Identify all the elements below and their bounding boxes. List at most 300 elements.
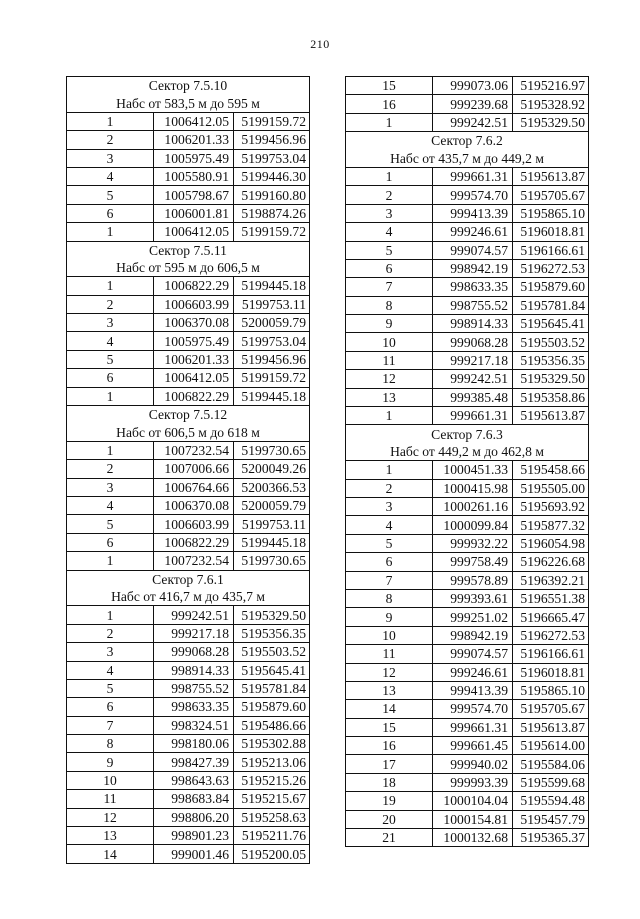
y-coordinate: 5195329.50 bbox=[234, 606, 310, 624]
x-coordinate: 999246.61 bbox=[433, 663, 513, 681]
table-row bbox=[346, 755, 589, 773]
x-coordinate: 998324.51 bbox=[154, 716, 234, 734]
sector-title-row bbox=[67, 77, 310, 95]
x-coordinate: 1007006.66 bbox=[154, 460, 234, 478]
x-coordinate: 998633.35 bbox=[433, 278, 513, 296]
x-coordinate: 999074.57 bbox=[433, 241, 513, 259]
x-coordinate: 999239.68 bbox=[433, 95, 513, 113]
point-number: 9 bbox=[67, 753, 154, 771]
x-coordinate: 999068.28 bbox=[154, 643, 234, 661]
x-coordinate: 999385.48 bbox=[433, 388, 513, 406]
x-coordinate: 999578.89 bbox=[433, 571, 513, 589]
table-row bbox=[346, 553, 589, 571]
table-row bbox=[67, 332, 310, 350]
table-row bbox=[67, 643, 310, 661]
table-row bbox=[67, 753, 310, 771]
x-coordinate: 999246.61 bbox=[433, 223, 513, 241]
table-row bbox=[67, 808, 310, 826]
y-coordinate: 5195365.37 bbox=[513, 829, 589, 847]
point-number: 13 bbox=[67, 827, 154, 845]
point-number: 3 bbox=[346, 497, 433, 515]
table-row bbox=[346, 534, 589, 552]
x-coordinate: 1005975.49 bbox=[154, 332, 234, 350]
point-number: 2 bbox=[67, 131, 154, 149]
table-row bbox=[67, 167, 310, 185]
table-row bbox=[67, 735, 310, 753]
table-row bbox=[67, 277, 310, 295]
y-coordinate: 5196018.81 bbox=[513, 663, 589, 681]
y-coordinate: 5199730.65 bbox=[234, 441, 310, 459]
point-number: 8 bbox=[67, 735, 154, 753]
y-coordinate: 5195865.10 bbox=[513, 204, 589, 222]
point-number: 14 bbox=[346, 700, 433, 718]
sector-range-row bbox=[67, 588, 310, 606]
x-coordinate: 999413.39 bbox=[433, 204, 513, 222]
table-row bbox=[67, 533, 310, 551]
point-number: 9 bbox=[346, 315, 433, 333]
x-coordinate: 1000154.81 bbox=[433, 810, 513, 828]
sector-range: Набс от 449,2 м до 462,8 м bbox=[346, 443, 589, 461]
table-row bbox=[346, 113, 589, 131]
x-coordinate: 1006764.66 bbox=[154, 478, 234, 496]
y-coordinate: 5195865.10 bbox=[513, 681, 589, 699]
coordinates-table-right bbox=[345, 76, 589, 847]
x-coordinate: 999217.18 bbox=[433, 351, 513, 369]
point-number: 18 bbox=[346, 773, 433, 791]
point-number: 11 bbox=[346, 351, 433, 369]
point-number: 8 bbox=[346, 589, 433, 607]
point-number: 5 bbox=[346, 241, 433, 259]
table-row bbox=[346, 645, 589, 663]
x-coordinate: 1006201.33 bbox=[154, 131, 234, 149]
x-coordinate: 998942.19 bbox=[433, 259, 513, 277]
table-row bbox=[346, 77, 589, 95]
x-coordinate: 1006822.29 bbox=[154, 533, 234, 551]
table-row bbox=[346, 223, 589, 241]
x-coordinate: 1006412.05 bbox=[154, 223, 234, 241]
point-number: 6 bbox=[67, 369, 154, 387]
point-number: 9 bbox=[346, 608, 433, 626]
point-number: 2 bbox=[346, 479, 433, 497]
y-coordinate: 5199445.18 bbox=[234, 277, 310, 295]
point-number: 4 bbox=[346, 516, 433, 534]
x-coordinate: 1006603.99 bbox=[154, 515, 234, 533]
x-coordinate: 1000261.16 bbox=[433, 497, 513, 515]
y-coordinate: 5195705.67 bbox=[513, 700, 589, 718]
table-row bbox=[346, 388, 589, 406]
y-coordinate: 5195356.35 bbox=[234, 624, 310, 642]
table-row bbox=[67, 149, 310, 167]
point-number: 5 bbox=[67, 515, 154, 533]
y-coordinate: 5199456.96 bbox=[234, 131, 310, 149]
table-row bbox=[67, 790, 310, 808]
point-number: 5 bbox=[67, 679, 154, 697]
y-coordinate: 5199445.18 bbox=[234, 387, 310, 405]
x-coordinate: 998427.39 bbox=[154, 753, 234, 771]
sector-range-row bbox=[346, 443, 589, 461]
y-coordinate: 5199753.04 bbox=[234, 149, 310, 167]
point-number: 14 bbox=[67, 845, 154, 863]
point-number: 3 bbox=[67, 478, 154, 496]
point-number: 2 bbox=[67, 295, 154, 313]
sector-range-row bbox=[346, 150, 589, 168]
x-coordinate: 998755.52 bbox=[154, 679, 234, 697]
table-row bbox=[67, 606, 310, 624]
point-number: 1 bbox=[67, 441, 154, 459]
table-body-right bbox=[346, 77, 589, 847]
y-coordinate: 5199159.72 bbox=[234, 112, 310, 130]
x-coordinate: 1006822.29 bbox=[154, 277, 234, 295]
x-coordinate: 999574.70 bbox=[433, 700, 513, 718]
point-number: 4 bbox=[67, 167, 154, 185]
x-coordinate: 998914.33 bbox=[433, 315, 513, 333]
table-row bbox=[346, 186, 589, 204]
point-number: 8 bbox=[346, 296, 433, 314]
table-row bbox=[346, 259, 589, 277]
table-row bbox=[67, 350, 310, 368]
point-number: 16 bbox=[346, 737, 433, 755]
table-row bbox=[67, 369, 310, 387]
x-coordinate: 1000099.84 bbox=[433, 516, 513, 534]
sector-title-row bbox=[346, 425, 589, 443]
y-coordinate: 5195503.52 bbox=[234, 643, 310, 661]
sector-range: Набс от 583,5 м до 595 м bbox=[67, 94, 310, 112]
x-coordinate: 1000415.98 bbox=[433, 479, 513, 497]
table-row bbox=[67, 223, 310, 241]
y-coordinate: 5195645.41 bbox=[234, 661, 310, 679]
y-coordinate: 5195594.48 bbox=[513, 792, 589, 810]
x-coordinate: 999217.18 bbox=[154, 624, 234, 642]
sector-title: Сектор 7.6.3 bbox=[346, 425, 589, 443]
table-row bbox=[346, 204, 589, 222]
point-number: 4 bbox=[346, 223, 433, 241]
x-coordinate: 999073.06 bbox=[433, 77, 513, 95]
point-number: 15 bbox=[346, 77, 433, 95]
table-row bbox=[67, 698, 310, 716]
x-coordinate: 1006412.05 bbox=[154, 112, 234, 130]
point-number: 1 bbox=[346, 113, 433, 131]
y-coordinate: 5200366.53 bbox=[234, 478, 310, 496]
y-coordinate: 5195215.67 bbox=[234, 790, 310, 808]
y-coordinate: 5200059.79 bbox=[234, 496, 310, 514]
sector-range: Набс от 595 м до 606,5 м bbox=[67, 259, 310, 277]
x-coordinate: 998633.35 bbox=[154, 698, 234, 716]
y-coordinate: 5195584.06 bbox=[513, 755, 589, 773]
point-number: 5 bbox=[67, 186, 154, 204]
point-number: 19 bbox=[346, 792, 433, 810]
sector-title: Сектор 7.5.10 bbox=[67, 77, 310, 95]
x-coordinate: 998180.06 bbox=[154, 735, 234, 753]
y-coordinate: 5195302.88 bbox=[234, 735, 310, 753]
table-row bbox=[67, 460, 310, 478]
y-coordinate: 5199730.65 bbox=[234, 552, 310, 570]
y-coordinate: 5199753.04 bbox=[234, 332, 310, 350]
point-number: 10 bbox=[67, 771, 154, 789]
table-row bbox=[346, 608, 589, 626]
point-number: 20 bbox=[346, 810, 433, 828]
y-coordinate: 5195614.00 bbox=[513, 737, 589, 755]
y-coordinate: 5199159.72 bbox=[234, 223, 310, 241]
point-number: 2 bbox=[67, 460, 154, 478]
point-number: 21 bbox=[346, 829, 433, 847]
x-coordinate: 999940.02 bbox=[433, 755, 513, 773]
point-number: 1 bbox=[67, 606, 154, 624]
x-coordinate: 999001.46 bbox=[154, 845, 234, 863]
table-row bbox=[346, 461, 589, 479]
x-coordinate: 998914.33 bbox=[154, 661, 234, 679]
table-row bbox=[67, 716, 310, 734]
point-number: 13 bbox=[346, 388, 433, 406]
table-row bbox=[346, 792, 589, 810]
table-row bbox=[67, 845, 310, 863]
table-row bbox=[346, 296, 589, 314]
y-coordinate: 5196272.53 bbox=[513, 259, 589, 277]
x-coordinate: 999393.61 bbox=[433, 589, 513, 607]
y-coordinate: 5195613.87 bbox=[513, 167, 589, 185]
x-coordinate: 1006412.05 bbox=[154, 369, 234, 387]
y-coordinate: 5195503.52 bbox=[513, 333, 589, 351]
table-row bbox=[67, 624, 310, 642]
y-coordinate: 5195879.60 bbox=[234, 698, 310, 716]
point-number: 4 bbox=[67, 496, 154, 514]
point-number: 3 bbox=[67, 314, 154, 332]
sector-title: Сектор 7.6.1 bbox=[67, 570, 310, 588]
table-row bbox=[67, 314, 310, 332]
table-row bbox=[67, 204, 310, 222]
point-number: 17 bbox=[346, 755, 433, 773]
table-row bbox=[346, 718, 589, 736]
point-number: 5 bbox=[346, 534, 433, 552]
y-coordinate: 5199160.80 bbox=[234, 186, 310, 204]
x-coordinate: 998901.23 bbox=[154, 827, 234, 845]
x-coordinate: 999413.39 bbox=[433, 681, 513, 699]
x-coordinate: 1006603.99 bbox=[154, 295, 234, 313]
point-number: 1 bbox=[67, 387, 154, 405]
y-coordinate: 5199753.11 bbox=[234, 295, 310, 313]
table-row bbox=[346, 681, 589, 699]
x-coordinate: 1000451.33 bbox=[433, 461, 513, 479]
sector-title: Сектор 7.6.2 bbox=[346, 132, 589, 150]
x-coordinate: 999574.70 bbox=[433, 186, 513, 204]
sector-range-row bbox=[67, 423, 310, 441]
y-coordinate: 5195613.87 bbox=[513, 718, 589, 736]
point-number: 10 bbox=[346, 333, 433, 351]
y-coordinate: 5195200.05 bbox=[234, 845, 310, 863]
sector-range: Набс от 416,7 м до 435,7 м bbox=[67, 588, 310, 606]
y-coordinate: 5195645.41 bbox=[513, 315, 589, 333]
x-coordinate: 998755.52 bbox=[433, 296, 513, 314]
point-number: 5 bbox=[67, 350, 154, 368]
point-number: 6 bbox=[67, 204, 154, 222]
point-number: 1 bbox=[346, 407, 433, 425]
sector-title-row bbox=[67, 241, 310, 259]
y-coordinate: 5199456.96 bbox=[234, 350, 310, 368]
table-row bbox=[67, 186, 310, 204]
point-number: 15 bbox=[346, 718, 433, 736]
sector-range: Набс от 606,5 м до 618 м bbox=[67, 423, 310, 441]
point-number: 12 bbox=[67, 808, 154, 826]
table-row bbox=[346, 571, 589, 589]
coordinates-table-left bbox=[66, 76, 310, 864]
x-coordinate: 999242.51 bbox=[433, 113, 513, 131]
x-coordinate: 998643.63 bbox=[154, 771, 234, 789]
x-coordinate: 999242.51 bbox=[154, 606, 234, 624]
point-number: 11 bbox=[67, 790, 154, 808]
y-coordinate: 5195693.92 bbox=[513, 497, 589, 515]
sector-title-row bbox=[67, 570, 310, 588]
x-coordinate: 1007232.54 bbox=[154, 552, 234, 570]
y-coordinate: 5195781.84 bbox=[513, 296, 589, 314]
y-coordinate: 5195216.97 bbox=[513, 77, 589, 95]
y-coordinate: 5195505.00 bbox=[513, 479, 589, 497]
y-coordinate: 5195613.87 bbox=[513, 407, 589, 425]
point-number: 6 bbox=[346, 259, 433, 277]
y-coordinate: 5195879.60 bbox=[513, 278, 589, 296]
x-coordinate: 999242.51 bbox=[433, 370, 513, 388]
x-coordinate: 999661.31 bbox=[433, 167, 513, 185]
x-coordinate: 1006822.29 bbox=[154, 387, 234, 405]
x-coordinate: 1000132.68 bbox=[433, 829, 513, 847]
table-row bbox=[346, 626, 589, 644]
table-row bbox=[346, 589, 589, 607]
table-row bbox=[67, 771, 310, 789]
table-row bbox=[67, 131, 310, 149]
table-row bbox=[346, 737, 589, 755]
x-coordinate: 998942.19 bbox=[433, 626, 513, 644]
point-number: 1 bbox=[67, 277, 154, 295]
table-row bbox=[67, 679, 310, 697]
x-coordinate: 999068.28 bbox=[433, 333, 513, 351]
table-row bbox=[67, 478, 310, 496]
point-number: 1 bbox=[346, 461, 433, 479]
y-coordinate: 5195329.50 bbox=[513, 113, 589, 131]
table-row bbox=[67, 295, 310, 313]
table-row bbox=[67, 441, 310, 459]
point-number: 3 bbox=[346, 204, 433, 222]
point-number: 12 bbox=[346, 370, 433, 388]
point-number: 4 bbox=[67, 661, 154, 679]
y-coordinate: 5195599.68 bbox=[513, 773, 589, 791]
y-coordinate: 5195458.66 bbox=[513, 461, 589, 479]
page-number: 210 bbox=[310, 37, 330, 51]
table-row bbox=[346, 167, 589, 185]
table-row bbox=[67, 496, 310, 514]
table-row bbox=[346, 407, 589, 425]
table-row bbox=[67, 112, 310, 130]
table-row bbox=[346, 315, 589, 333]
point-number: 7 bbox=[346, 571, 433, 589]
point-number: 3 bbox=[67, 643, 154, 661]
y-coordinate: 5195705.67 bbox=[513, 186, 589, 204]
table-row bbox=[346, 351, 589, 369]
table-row bbox=[346, 497, 589, 515]
table-row bbox=[346, 516, 589, 534]
y-coordinate: 5195877.32 bbox=[513, 516, 589, 534]
x-coordinate: 999074.57 bbox=[433, 645, 513, 663]
table-row bbox=[346, 278, 589, 296]
y-coordinate: 5196272.53 bbox=[513, 626, 589, 644]
sector-title: Сектор 7.5.11 bbox=[67, 241, 310, 259]
x-coordinate: 1005798.67 bbox=[154, 186, 234, 204]
point-number: 3 bbox=[67, 149, 154, 167]
y-coordinate: 5195258.63 bbox=[234, 808, 310, 826]
point-number: 11 bbox=[346, 645, 433, 663]
table-row bbox=[346, 370, 589, 388]
table-body-left bbox=[67, 77, 310, 864]
y-coordinate: 5195211.76 bbox=[234, 827, 310, 845]
y-coordinate: 5195215.26 bbox=[234, 771, 310, 789]
table-row bbox=[67, 515, 310, 533]
x-coordinate: 1005580.91 bbox=[154, 167, 234, 185]
y-coordinate: 5196166.61 bbox=[513, 645, 589, 663]
x-coordinate: 1006001.81 bbox=[154, 204, 234, 222]
x-coordinate: 998806.20 bbox=[154, 808, 234, 826]
x-coordinate: 1005975.49 bbox=[154, 149, 234, 167]
x-coordinate: 998683.84 bbox=[154, 790, 234, 808]
point-number: 2 bbox=[67, 624, 154, 642]
y-coordinate: 5195358.86 bbox=[513, 388, 589, 406]
y-coordinate: 5195328.92 bbox=[513, 95, 589, 113]
table-row bbox=[346, 333, 589, 351]
x-coordinate: 1006370.08 bbox=[154, 496, 234, 514]
y-coordinate: 5199446.30 bbox=[234, 167, 310, 185]
y-coordinate: 5195781.84 bbox=[234, 679, 310, 697]
table-row bbox=[346, 829, 589, 847]
y-coordinate: 5200049.26 bbox=[234, 460, 310, 478]
point-number: 6 bbox=[67, 698, 154, 716]
x-coordinate: 999661.45 bbox=[433, 737, 513, 755]
sector-range: Набс от 435,7 м до 449,2 м bbox=[346, 150, 589, 168]
sector-range-row bbox=[67, 259, 310, 277]
point-number: 6 bbox=[67, 533, 154, 551]
y-coordinate: 5199159.72 bbox=[234, 369, 310, 387]
table-row bbox=[67, 552, 310, 570]
table-row bbox=[346, 773, 589, 791]
point-number: 12 bbox=[346, 663, 433, 681]
y-coordinate: 5195213.06 bbox=[234, 753, 310, 771]
x-coordinate: 999661.31 bbox=[433, 407, 513, 425]
point-number: 7 bbox=[346, 278, 433, 296]
sector-title: Сектор 7.5.12 bbox=[67, 406, 310, 424]
sector-title-row bbox=[67, 406, 310, 424]
y-coordinate: 5195356.35 bbox=[513, 351, 589, 369]
table-row bbox=[346, 810, 589, 828]
y-coordinate: 5196166.61 bbox=[513, 241, 589, 259]
y-coordinate: 5196551.38 bbox=[513, 589, 589, 607]
table-row bbox=[67, 387, 310, 405]
table-row bbox=[346, 479, 589, 497]
y-coordinate: 5196665.47 bbox=[513, 608, 589, 626]
point-number: 2 bbox=[346, 186, 433, 204]
y-coordinate: 5199445.18 bbox=[234, 533, 310, 551]
y-coordinate: 5196392.21 bbox=[513, 571, 589, 589]
x-coordinate: 999993.39 bbox=[433, 773, 513, 791]
y-coordinate: 5195486.66 bbox=[234, 716, 310, 734]
table-row bbox=[346, 663, 589, 681]
y-coordinate: 5200059.79 bbox=[234, 314, 310, 332]
y-coordinate: 5196054.98 bbox=[513, 534, 589, 552]
y-coordinate: 5195457.79 bbox=[513, 810, 589, 828]
point-number: 10 bbox=[346, 626, 433, 644]
point-number: 7 bbox=[67, 716, 154, 734]
table-row bbox=[346, 95, 589, 113]
x-coordinate: 1000104.04 bbox=[433, 792, 513, 810]
x-coordinate: 999932.22 bbox=[433, 534, 513, 552]
x-coordinate: 999661.31 bbox=[433, 718, 513, 736]
point-number: 1 bbox=[67, 223, 154, 241]
x-coordinate: 1006370.08 bbox=[154, 314, 234, 332]
point-number: 6 bbox=[346, 553, 433, 571]
